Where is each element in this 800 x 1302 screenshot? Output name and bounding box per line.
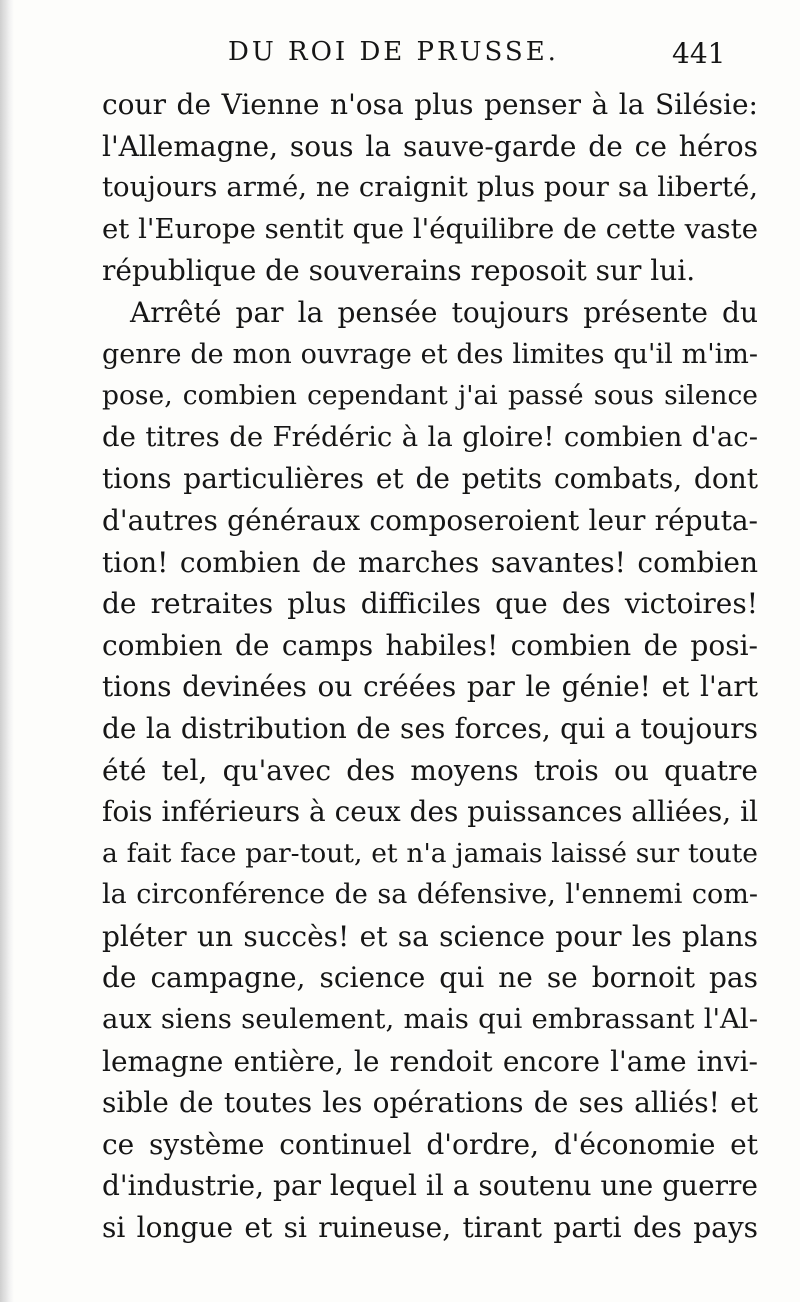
running-head bbox=[0, 32, 800, 72]
page-gutter-shadow bbox=[0, 0, 14, 1302]
text-line: combien de camps habiles! combien de posi- bbox=[102, 628, 758, 662]
text-line: pose, combien cependant j'ai passé sous silence bbox=[102, 380, 758, 412]
text-line: été tel, qu'avec des moyens trois ou quatre bbox=[102, 753, 758, 787]
text-line: aux siens seulement, mais qui embrassant l'Al- bbox=[102, 1003, 758, 1036]
text-line: fois inférieurs à ceux des puissances alliées, il bbox=[102, 795, 758, 829]
body-text bbox=[102, 84, 758, 1249]
text-line: de la distribution de ses forces, qui a toujours bbox=[102, 711, 758, 745]
text-line-paragraph-start: Arrêté par la pensée toujours présente du bbox=[130, 295, 758, 329]
text-line: de retraites plus difficiles que des victoires! bbox=[102, 587, 758, 621]
text-line: de campagne, science qui ne se bornoit pas bbox=[102, 961, 758, 995]
text-line: pléter un succès! et sa science pour les plans bbox=[102, 919, 758, 953]
text-line: sible de toutes les opérations de ses alliés! et bbox=[102, 1086, 758, 1120]
text-line: tions particulières et de petits combats, dont bbox=[102, 462, 758, 496]
text-line: d'industrie, par lequel il a soutenu une guerre bbox=[102, 1169, 758, 1203]
text-line: d'autres généraux composeroient leur réputa- bbox=[102, 503, 758, 537]
text-line: toujours armé, ne craignit plus pour sa liberté, bbox=[102, 171, 758, 204]
page-number: 441 bbox=[672, 37, 726, 70]
text-line: l'Allemagne, sous la sauve-garde de ce héros bbox=[102, 129, 758, 163]
text-line: république de souverains reposoit sur lui. bbox=[102, 254, 696, 288]
text-line: de titres de Frédéric à la gloire! combien d'ac- bbox=[102, 420, 758, 453]
text-line: a fait face par-tout, et n'a jamais laissé sur toute bbox=[102, 837, 758, 869]
text-line: genre de mon ouvrage et des limites qu'il m'im- bbox=[102, 338, 758, 370]
running-title: DU ROI DE PRUSSE. bbox=[228, 37, 559, 67]
text-line: et l'Europe sentit que l'équilibre de cette vaste bbox=[102, 212, 758, 245]
text-line: tion! combien de marches savantes! combien bbox=[102, 545, 758, 579]
text-line: si longue et si ruineuse, tirant parti des pays bbox=[102, 1211, 758, 1245]
text-line: ce système continuel d'ordre, d'économie et bbox=[102, 1127, 758, 1161]
text-line: lemagne entière, le rendoit encore l'ame invi- bbox=[102, 1044, 758, 1078]
text-line: la circonférence de sa défensive, l'ennemi com- bbox=[102, 879, 758, 911]
text-line: tions devinées ou créées par le génie! et l'art bbox=[102, 670, 758, 704]
text-line: cour de Vienne n'osa plus penser à la Silésie: bbox=[102, 88, 758, 121]
